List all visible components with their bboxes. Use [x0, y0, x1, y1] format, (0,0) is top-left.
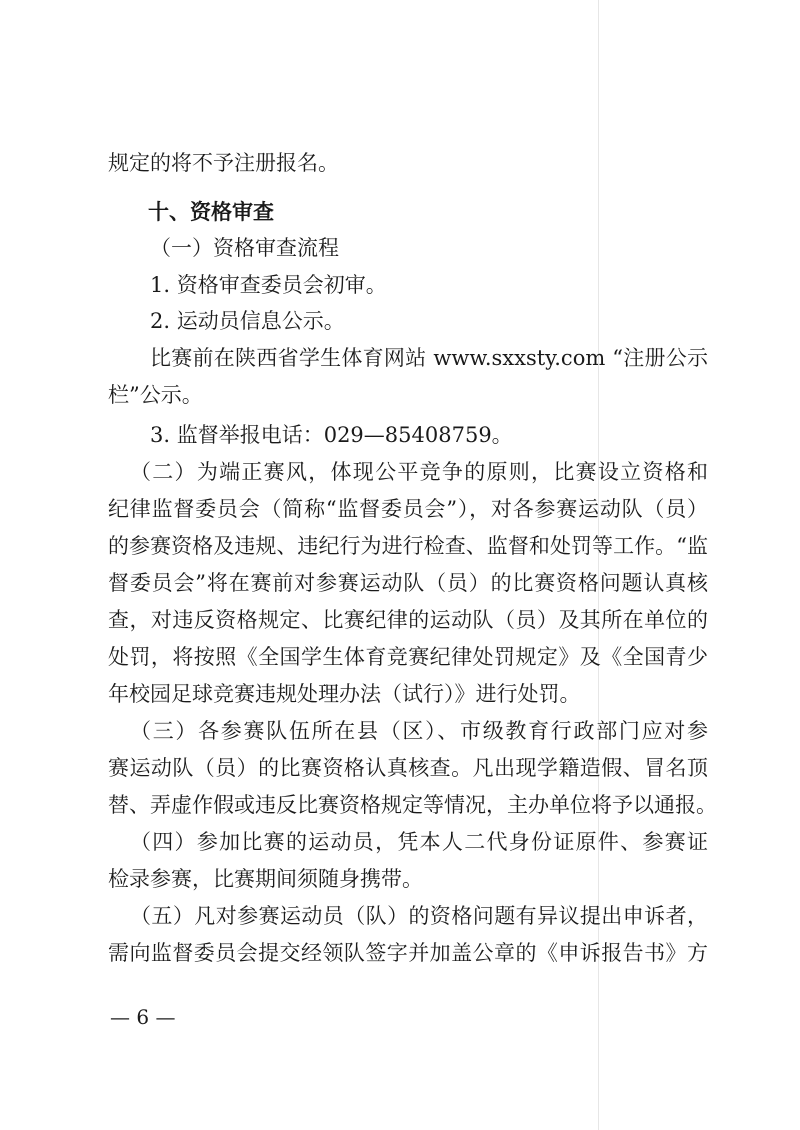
text-line: 年校园足球竞赛违规处理办法（试行）》进行处罚。 — [108, 682, 581, 706]
text-line: （五）凡对参赛运动员（队）的资格问题有异议提出申诉者， — [130, 904, 708, 928]
text-line: （二）为端正赛风，体现公平竞争的原则，比赛设立资格和 — [130, 460, 708, 484]
text-line: 检录参赛，比赛期间须随身携带。 — [108, 867, 423, 891]
text-line: （三）各参赛队伍所在县（区）、市级教育行政部门应对参 — [130, 719, 708, 743]
list-item: 3. 监督举报电话：029—85408759。 — [150, 423, 513, 447]
text-line: 赛运动队（员）的比赛资格认真核查。凡出现学籍造假、冒名顶 — [108, 756, 708, 780]
text-line: 查，对违反资格规定、比赛纪律的运动队（员）及其所在单位的 — [108, 608, 708, 632]
list-item: 1. 资格审查委员会初审。 — [150, 273, 387, 297]
text-line: 替、弄虚作假或违反比赛资格规定等情况，主办单位将予以通报。 — [108, 793, 717, 817]
text-line: 纪律监督委员会（简称“监督委员会”），对各参赛运动队（员） — [108, 497, 708, 521]
text-line: （四）参加比赛的运动员，凭本人二代身份证原件、参赛证 — [130, 830, 708, 854]
text-line: 栏”公示。 — [108, 383, 203, 407]
section-heading: 十、资格审查 — [148, 199, 274, 224]
text-line: 的参赛资格及违规、违纪行为进行检查、监督和处罚等工作。“监 — [108, 534, 708, 558]
page-number: — 6 — — [110, 1005, 176, 1029]
text-line: 处罚，将按照《全国学生体育竞赛纪律处罚规定》及《全国青少 — [108, 645, 708, 669]
text-line: 督委员会”将在赛前对参赛运动队（员）的比赛资格问题认真核 — [108, 571, 708, 595]
subsection-heading: （一）资格审查流程 — [150, 236, 339, 260]
text-line: 比赛前在陕西省学生体育网站 www.sxxsty.com “注册公示 — [150, 346, 708, 370]
list-item: 2. 运动员信息公示。 — [150, 309, 345, 333]
text-line: 规定的将不予注册报名。 — [108, 151, 339, 175]
text-line: 需向监督委员会提交经领队签字并加盖公章的《申诉报告书》方 — [108, 941, 708, 965]
